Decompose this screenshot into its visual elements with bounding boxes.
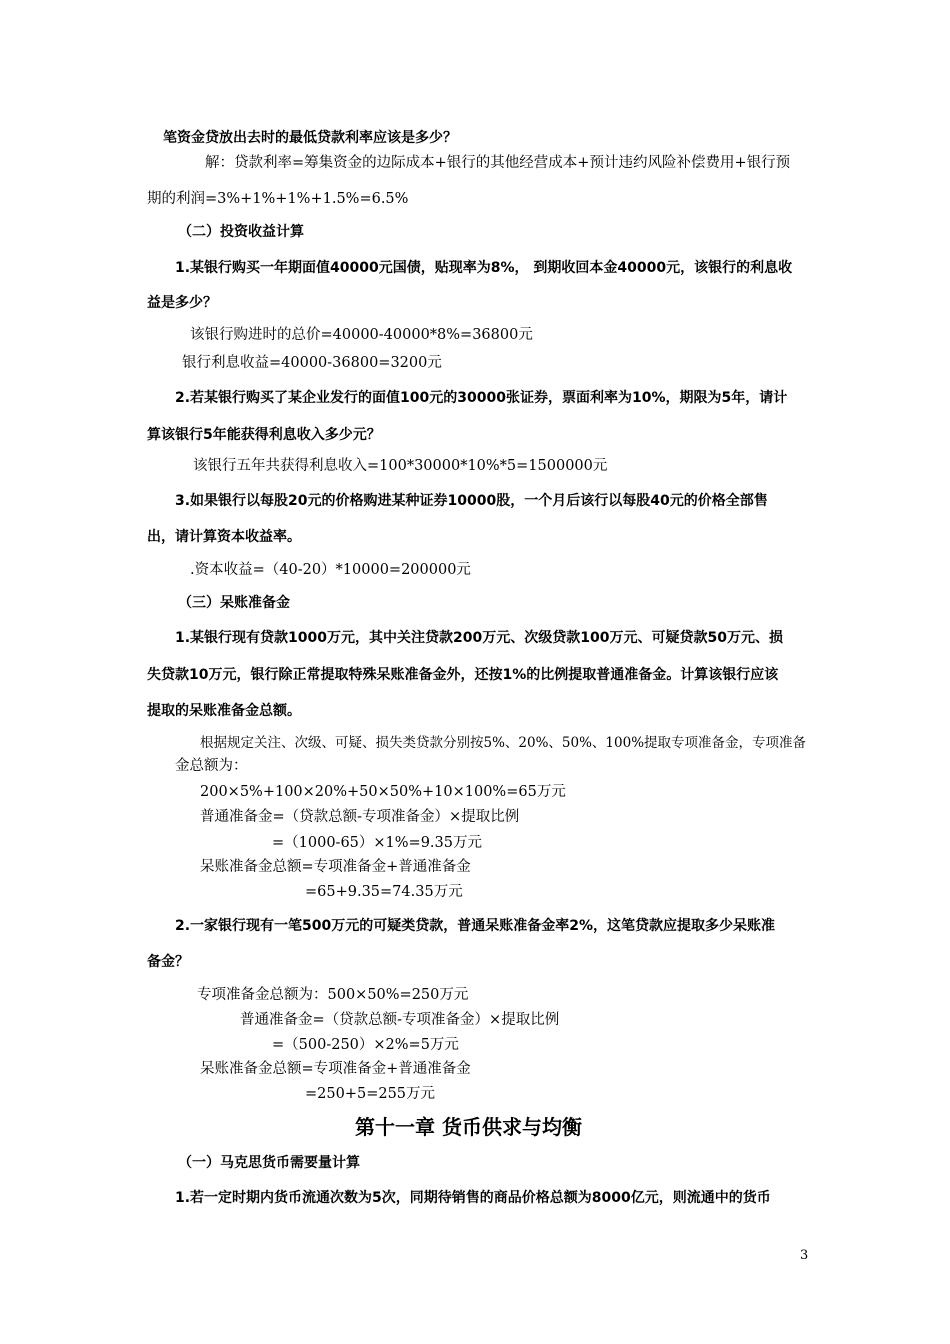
question-line: 益是多少？ xyxy=(147,295,217,311)
formula-line: 呆账准备金总额=专项准备金+普通准备金 xyxy=(200,1061,471,1077)
answer-line: 该银行五年共获得利息收入=100*30000*10%*5=1500000元 xyxy=(193,458,608,474)
answer-line: 银行利息收益=40000-36800=3200元 xyxy=(182,355,442,371)
answer-line: 根据规定关注、次级、可疑、损失类贷款分别按5%、20%、50%、100%提取专项准备金，专项准备 xyxy=(200,735,807,751)
answer-line: 期的利润=3%+1%+1%+1.5%=6.5% xyxy=(147,191,409,207)
answer-line: 专项准备金总额为：500×50%=250万元 xyxy=(197,987,469,1003)
answer-line: 金总额为： xyxy=(175,758,248,774)
section-heading: （二）投资收益计算 xyxy=(178,224,304,240)
question-line: 出，请计算资本收益率。 xyxy=(147,529,301,545)
question-line: 2.若某银行购买了某企业发行的面值100元的30000张证券，票面利率为10%，期限为5年，请计 xyxy=(175,390,788,406)
formula-line: 普通准备金=（贷款总额-专项准备金）×提取比例 xyxy=(240,1012,560,1028)
formula-line: =（1000-65）×1%=9.35万元 xyxy=(272,835,482,851)
question-line: 算该银行5年能获得利息收入多少元？ xyxy=(147,427,381,443)
question-line: 失贷款10万元，银行除正常提取特殊呆账准备金外，还按1%的比例提取普通准备金。计算该银行应该 xyxy=(147,667,779,683)
answer-line: 解：贷款利率=筹集资金的边际成本+银行的其他经营成本+预计违约风险补偿费用+银行预 xyxy=(205,155,791,171)
formula-line: =250+5=255万元 xyxy=(305,1086,436,1102)
question-line: 1.某银行购买一年期面值40000元国债，贴现率为8%， 到期收回本金40000元，该银行的利息收 xyxy=(175,260,793,276)
question-continuation: 笔资金贷放出去时的最低贷款利率应该是多少？ xyxy=(163,130,457,146)
section-heading: （三）呆账准备金 xyxy=(178,595,290,611)
answer-line: 该银行购进时的总价=40000-40000*8%=36800元 xyxy=(190,327,533,343)
question-line: 提取的呆账准备金总额。 xyxy=(147,703,301,719)
section-heading: （一）马克思货币需要量计算 xyxy=(178,1155,360,1171)
formula-line: 普通准备金=（贷款总额-专项准备金）×提取比例 xyxy=(200,809,520,825)
formula-line: =65+9.35=74.35万元 xyxy=(305,884,463,900)
question-line: 备金？ xyxy=(147,954,189,970)
answer-line: .资本收益=（40-20）*10000=200000元 xyxy=(190,562,471,578)
page-number: 3 xyxy=(800,1248,809,1263)
question-line: 2.一家银行现有一笔500万元的可疑类贷款，普通呆账准备金率2%，这笔贷款应提取多少呆账准 xyxy=(175,918,776,934)
formula-line: =（500-250）×2%=5万元 xyxy=(272,1037,459,1053)
chapter-title: 第十一章 货币供求与均衡 xyxy=(355,1115,582,1139)
formula-line: 呆账准备金总额=专项准备金+普通准备金 xyxy=(200,859,471,875)
question-line: 1.某银行现有贷款1000万元，其中关注贷款200万元、次级贷款100万元、可疑贷款50万元、损 xyxy=(175,630,783,646)
question-line: 3.如果银行以每股20元的价格购进某种证券10000股，一个月后该行以每股40元的价格全部售 xyxy=(175,493,768,509)
question-line: 1.若一定时期内货币流通次数为5次，同期待销售的商品价格总额为8000亿元，则流通中的货币 xyxy=(175,1190,771,1206)
formula-line: 200×5%+100×20%+50×50%+10×100%=65万元 xyxy=(200,784,566,800)
